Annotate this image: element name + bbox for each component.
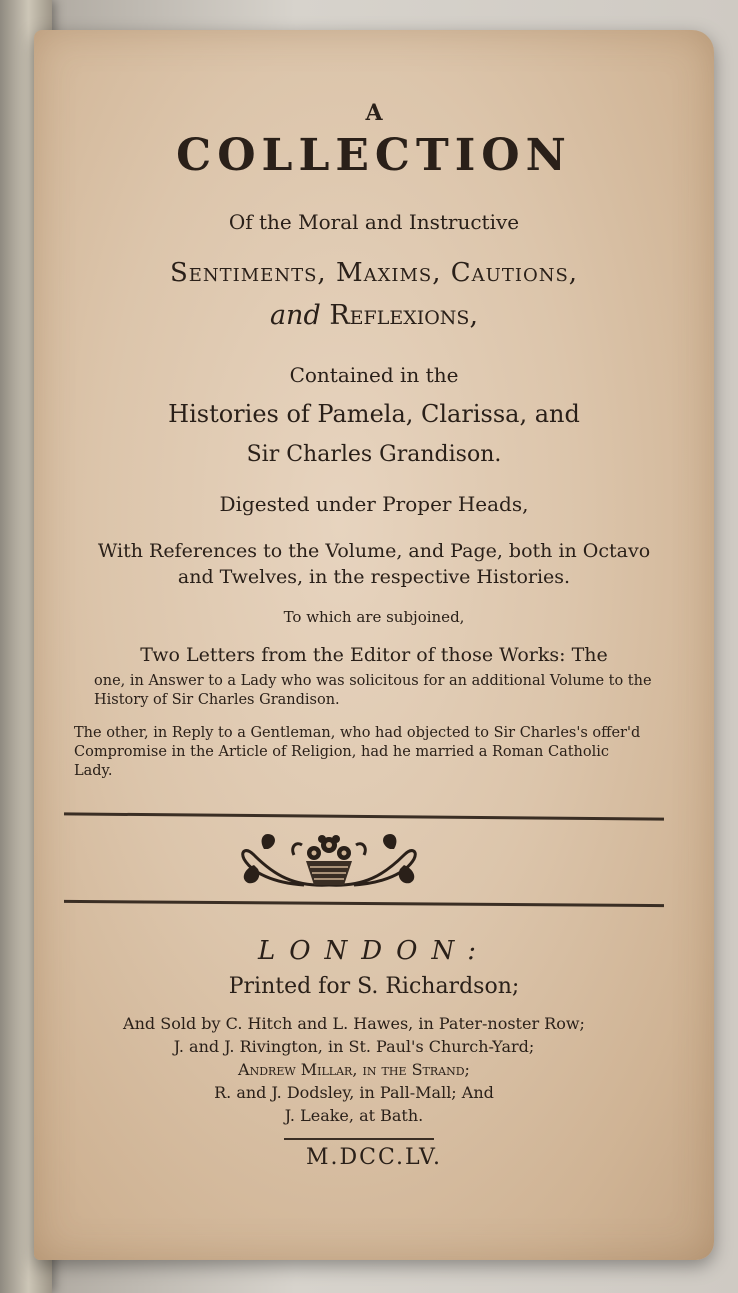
sold-by-line-2: J. and J. Rivington, in St. Paul's Church-Yard; [173, 1037, 535, 1056]
subjoined-line: To which are subjoined, [283, 608, 465, 626]
sold-by-line-4: R. and J. Dodsley, in Pall-Mall; And [214, 1083, 494, 1102]
two-letters-line: Two Letters from the Editor of those Works: The [140, 644, 608, 666]
year-rule [284, 1138, 434, 1140]
sold-by-line-5: J. Leake, at Bath. [284, 1106, 424, 1125]
bottom-rule [64, 900, 664, 907]
sold-by-line-3: Andrew Millar, in the Strand; [238, 1060, 470, 1079]
sold-by-block [54, 1012, 654, 1127]
digested-line: Digested under Proper Heads, [219, 492, 529, 516]
flower-basket-ornament-icon [234, 825, 424, 897]
title-article: A [365, 100, 383, 126]
reflexions-word: Reflexions, [329, 300, 479, 331]
main-title: COLLECTION [176, 130, 572, 181]
publication-year: M.DCC.LV. [305, 1145, 443, 1170]
subtitle-sentiments: Sentiments, Maxims, Cautions, [169, 258, 579, 288]
subtitle-reflexions [34, 300, 714, 331]
reflexions-and: and [269, 300, 321, 331]
printed-for: Printed for S. Richardson; [228, 974, 520, 999]
sir-charles-line: Sir Charles Grandison. [246, 442, 502, 467]
top-rule [64, 812, 664, 820]
contained-in: Contained in the [289, 363, 459, 387]
title-page [34, 30, 714, 1260]
subtitle-of-moral: Of the Moral and Instructive [228, 210, 520, 234]
references-paragraph: With References to the Volume, and Page, both in Octavo and Twelves, in the respective Histories. [97, 540, 651, 588]
one-answer-paragraph: one, in Answer to a Lady who was solicitous for an additional Volume to the History of Sir Charles Grandison. [94, 673, 652, 708]
histories-line: Histories of Pamela, Clarissa, and [168, 400, 580, 428]
other-reply-paragraph: The other, in Reply to a Gentleman, who had objected to Sir Charles's offer'd Compromise in the Article of Religion, had he married a Roman Catholic Lady. [74, 725, 641, 779]
imprint-city: LONDON: [257, 936, 491, 966]
sold-by-line-1: And Sold by C. Hitch and L. Hawes, in Pater-noster Row; [123, 1014, 585, 1033]
